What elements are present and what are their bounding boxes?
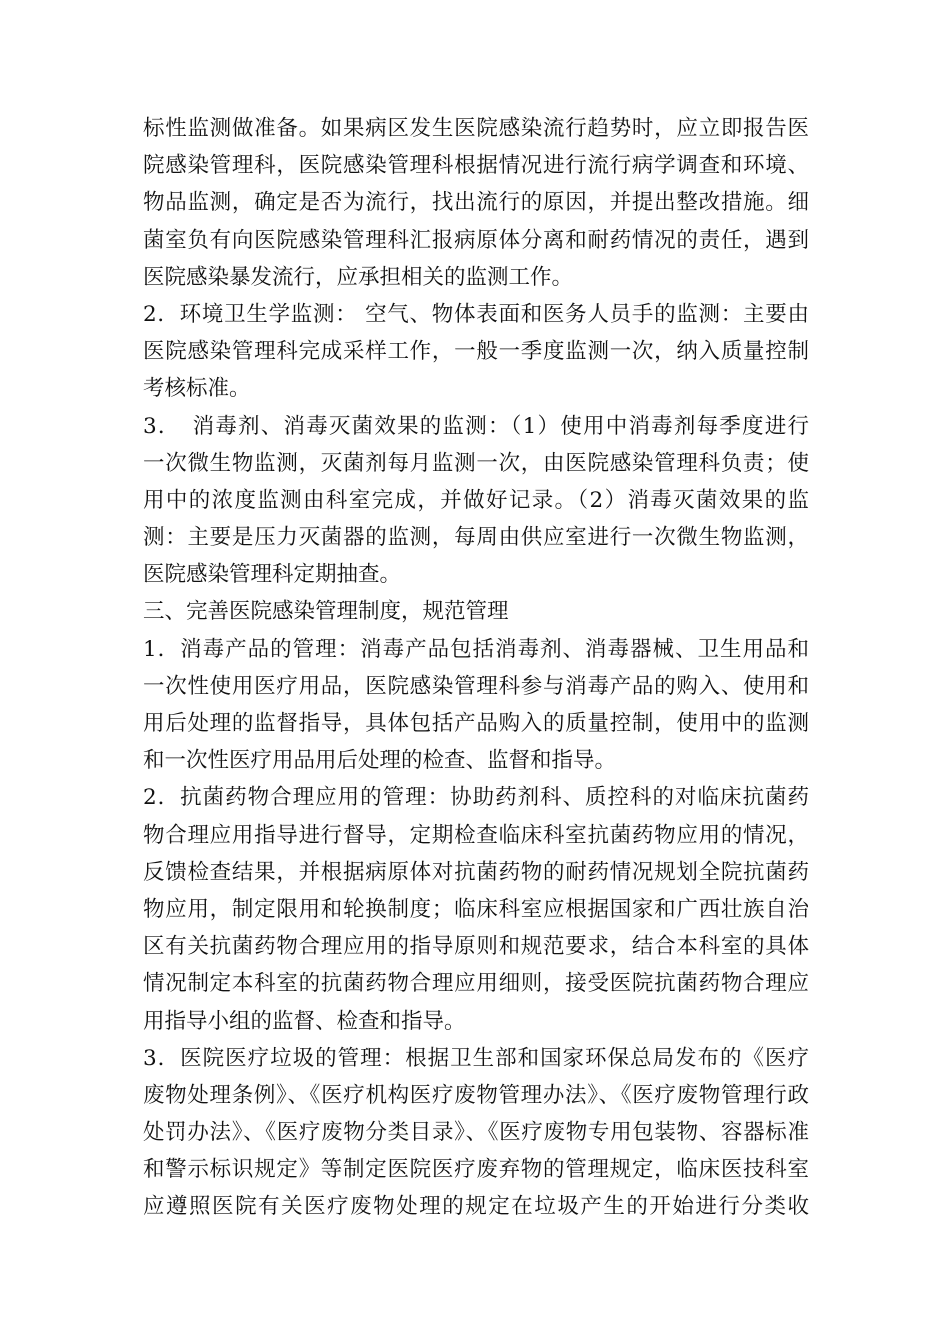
text-line: 医院感染管理科定期抽查。 — [143, 562, 402, 588]
text-line: 用中的浓度监测由科室完成，并做好记录。（2）消毒灭菌效果的监 — [143, 487, 809, 513]
text-line: 院感染管理科，医院感染管理科根据情况进行流行病学调查和环境、 — [143, 153, 809, 179]
text-line: 2．抗菌药物合理应用的管理：协助药剂科、质控科的对临床抗菌药 — [143, 785, 809, 811]
text-line: 2．环境卫生学监测： 空气、物体表面和医务人员手的监测：主要由 — [143, 301, 809, 327]
text-line: 废物处理条例》、《医疗机构医疗废物管理办法》、《医疗废物管理行政 — [143, 1082, 809, 1108]
text-line: 处罚办法》、《医疗废物分类目录》、《医疗废物专用包装物、容器标准 — [143, 1120, 809, 1146]
text-line: 测：主要是压力灭菌器的监测，每周由供应室进行一次微生物监测， — [143, 525, 809, 551]
text-line: 医院感染暴发流行，应承担相关的监测工作。 — [143, 264, 574, 290]
text-line: 和一次性医疗用品用后处理的检查、监督和指导。 — [143, 748, 617, 774]
text-line: 物应用，制定限用和轮换制度；临床科室应根据国家和广西壮族自治 — [143, 896, 809, 922]
text-line: 1．消毒产品的管理：消毒产品包括消毒剂、消毒器械、卫生用品和 — [143, 636, 809, 662]
text-line: 物合理应用指导进行督导，定期检查临床科室抗菌药物应用的情况， — [143, 822, 809, 848]
text-line: 反馈检查结果，并根据病原体对抗菌药物的耐药情况规划全院抗菌药 — [143, 859, 809, 885]
text-line: 医院感染管理科完成采样工作，一般一季度监测一次，纳入质量控制 — [143, 339, 809, 365]
text-line: 一次性使用医疗用品，医院感染管理科参与消毒产品的购入、使用和 — [143, 673, 809, 699]
text-line: 3．医院医疗垃圾的管理：根据卫生部和国家环保总局发布的《医疗 — [143, 1045, 809, 1071]
text-line: 区有关抗菌药物合理应用的指导原则和规范要求，结合本科室的具体 — [143, 934, 809, 960]
text-line: 标性监测做准备。如果病区发生医院感染流行趋势时，应立即报告医 — [143, 116, 809, 141]
text-line: 考核标准。 — [143, 376, 251, 402]
text-line: 用后处理的监督指导，具体包括产品购入的质量控制，使用中的监测 — [143, 711, 809, 736]
text-line: 用指导小组的监督、检查和指导。 — [143, 1008, 466, 1034]
text-line: 情况制定本科室的抗菌药物合理应用细则，接受医院抗菌药物合理应 — [143, 971, 809, 997]
text-line: 和警示标识规定》等制定医院医疗废弃物的管理规定，临床医技科室 — [143, 1157, 809, 1183]
text-line: 菌室负有向医院感染管理科汇报病原体分离和耐药情况的责任，遇到 — [143, 227, 809, 253]
text-line: 三、完善医院感染管理制度，规范管理 — [143, 599, 509, 625]
text-line: 应遵照医院有关医疗废物处理的规定在垃圾产生的开始进行分类收 — [143, 1194, 809, 1220]
text-line: 3． 消毒剂、消毒灭菌效果的监测：（1）使用中消毒剂每季度进行 — [143, 413, 809, 439]
text-line: 物品监测，确定是否为流行，找出流行的原因，并提出整改措施。细 — [143, 190, 809, 216]
text-line: 一次微生物监测，灭菌剂每月监测一次，由医院感染管理科负责；使 — [143, 450, 809, 476]
document-body — [143, 110, 809, 1226]
